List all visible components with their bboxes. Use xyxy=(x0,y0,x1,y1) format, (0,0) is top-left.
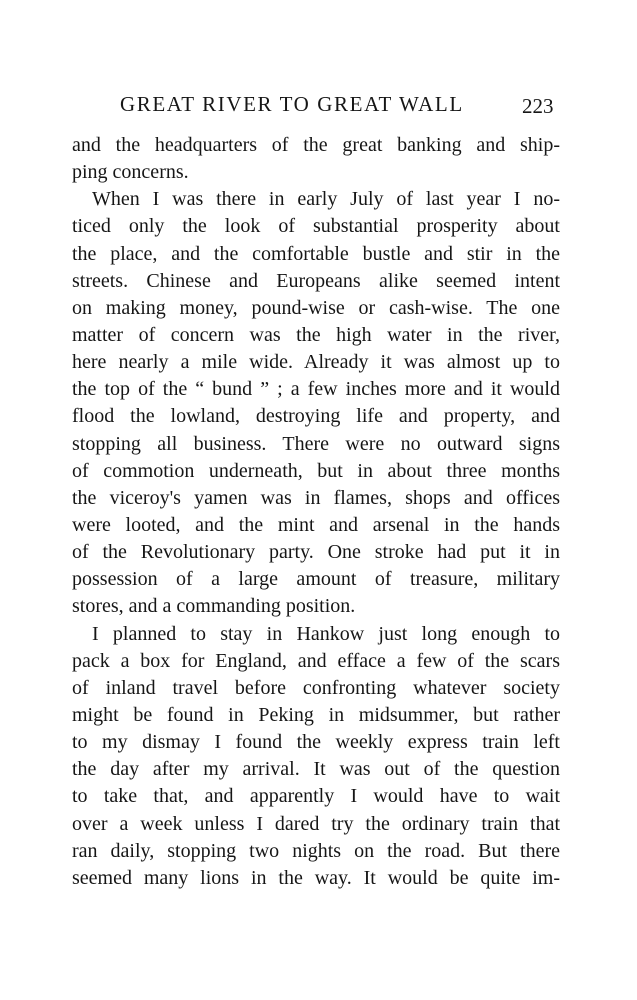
text-line: pack a box for England, and efface a few of the scars xyxy=(72,649,560,672)
text-line: the viceroy's yamen was in flames, shops and offices xyxy=(72,486,560,509)
text-line: the place, and the comfortable bustle and stir in the xyxy=(72,242,560,265)
text-line: of commotion underneath, but in about three months xyxy=(72,459,560,482)
text-line: stores, and a commanding position. xyxy=(72,595,356,618)
text-line: here nearly a mile wide. Already it was almost up to xyxy=(72,351,560,374)
text-line: might be found in Peking in midsummer, but rather xyxy=(72,703,560,726)
text-line: to take that, and apparently I would have to wait xyxy=(72,785,560,808)
text-line: of inland travel before confronting whatever society xyxy=(72,676,560,699)
text-line: streets. Chinese and Europeans alike seemed intent xyxy=(72,269,560,292)
text-line: stopping all business. There were no outward signs xyxy=(72,432,560,455)
text-line: flood the lowland, destroying life and property, and xyxy=(72,405,560,428)
text-line: were looted, and the mint and arsenal in the hands xyxy=(72,513,560,536)
text-line: on making money, pound-wise or cash-wise. The one xyxy=(72,296,560,319)
text-line: When I was there in early July of last year I no- xyxy=(92,188,560,211)
text-line: over a week unless I dared try the ordinary train that xyxy=(72,812,560,835)
text-line: ping concerns. xyxy=(72,161,189,184)
text-line: and the headquarters of the great banking and ship- xyxy=(72,134,560,156)
body-text xyxy=(72,132,560,892)
text-line: the day after my arrival. It was out of the question xyxy=(72,758,560,781)
page-header xyxy=(0,92,637,122)
text-line: of the Revolutionary party. One stroke had put it in xyxy=(72,541,560,564)
running-title: GREAT RIVER TO GREAT WALL xyxy=(120,92,464,116)
text-line: the top of the “ bund ” ; a few inches more and it would xyxy=(72,378,560,401)
page-number: 223 xyxy=(522,94,554,118)
text-line: I planned to stay in Hankow just long enough to xyxy=(92,622,560,645)
text-line: matter of concern was the high water in the river, xyxy=(72,323,560,346)
text-line: ran daily, stopping two nights on the road. But there xyxy=(72,839,560,862)
text-line: possession of a large amount of treasure, military xyxy=(72,568,560,591)
text-line: ticed only the look of substantial prosperity about xyxy=(72,215,560,238)
text-line: seemed many lions in the way. It would be quite im- xyxy=(72,866,560,889)
text-line: to my dismay I found the weekly express train left xyxy=(72,731,560,754)
